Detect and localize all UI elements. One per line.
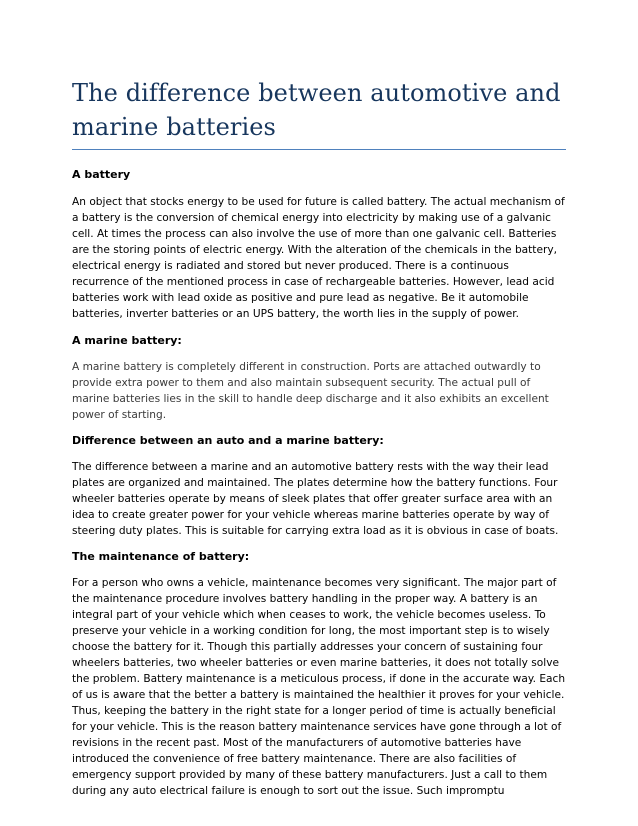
page-title: The difference between automotive and marine batteries [72, 79, 561, 141]
section-body-maintenance: For a person who owns a vehicle, maintenance becomes very significant. The major part of the maintenance procedure involves battery handling in the proper way. A battery is an integral part of your vehicle which when ceases to work, the vehicle becomes useless. To preserve your vehicle in a working condition for long, the most important step is to wisely choose the battery for it. Though this partially addresses your concern of sustaining four wheelers batteries, two wheeler batteries or even marine batteries, it does not totally solve the problem. Battery maintenance is a meticulous process, if done in the accurate way. Each of us is aware that the better a battery is maintained the healthier it proves for your vehicle. Thus, keeping the battery in the right state for a longer period of time is actually beneficial for your vehicle. This is the reason battery maintenance services have gone through a lot of revisions in the recent past. Most of the manufacturers of automotive batteries have introduced the convenience of free battery maintenance. There are also facilities of emergency support provided by many of these battery manufacturers. Just a call to them during any auto electrical failure is enough to sort out the issue. Such impromptu [72, 577, 566, 797]
section-heading-marine-battery: A marine battery: [72, 334, 182, 347]
title-underline [72, 149, 566, 150]
section-heading-difference: Difference between an auto and a marine battery: [72, 434, 384, 447]
section-body-difference: The difference between a marine and an automotive battery rests with the way their lead plates are organized and maintained. The plates determine how the battery functions. Four wheeler batteries operate by means of sleek plates that offer greater surface area with an idea to create greater power for your vehicle whereas marine batteries operate by way of steering duty plates. This is suitable for carrying extra load as it is obvious in case of boats. [72, 461, 559, 537]
section-body-a-battery: An object that stocks energy to be used for future is called battery. The actual mechanism of a battery is the conversion of chemical energy into electricity by making use of a galvanic cell. At times the process can also involve the use of more than one galvanic cell. Batteries are the storing points of electric energy. With the alteration of the chemicals in the battery, electrical energy is radiated and stored but never produced. There is a continuous recurrence of the mentioned process in case of rechargeable batteries. However, lead acid batteries work with lead oxide as positive and pure lead as negative. Be it automobile batteries, inverter batteries or an UPS battery, the worth lies in the supply of power. [72, 196, 565, 320]
section-heading-maintenance: The maintenance of battery: [72, 550, 250, 563]
section-body-marine-battery: A marine battery is completely different in construction. Ports are attached outwardly to provide extra power to them and also maintain subsequent security. The actual pull of marine batteries lies in the skill to handle deep discharge and it also exhibits an excellent power of starting. [72, 361, 549, 421]
section-heading-a-battery: A battery [72, 168, 131, 181]
